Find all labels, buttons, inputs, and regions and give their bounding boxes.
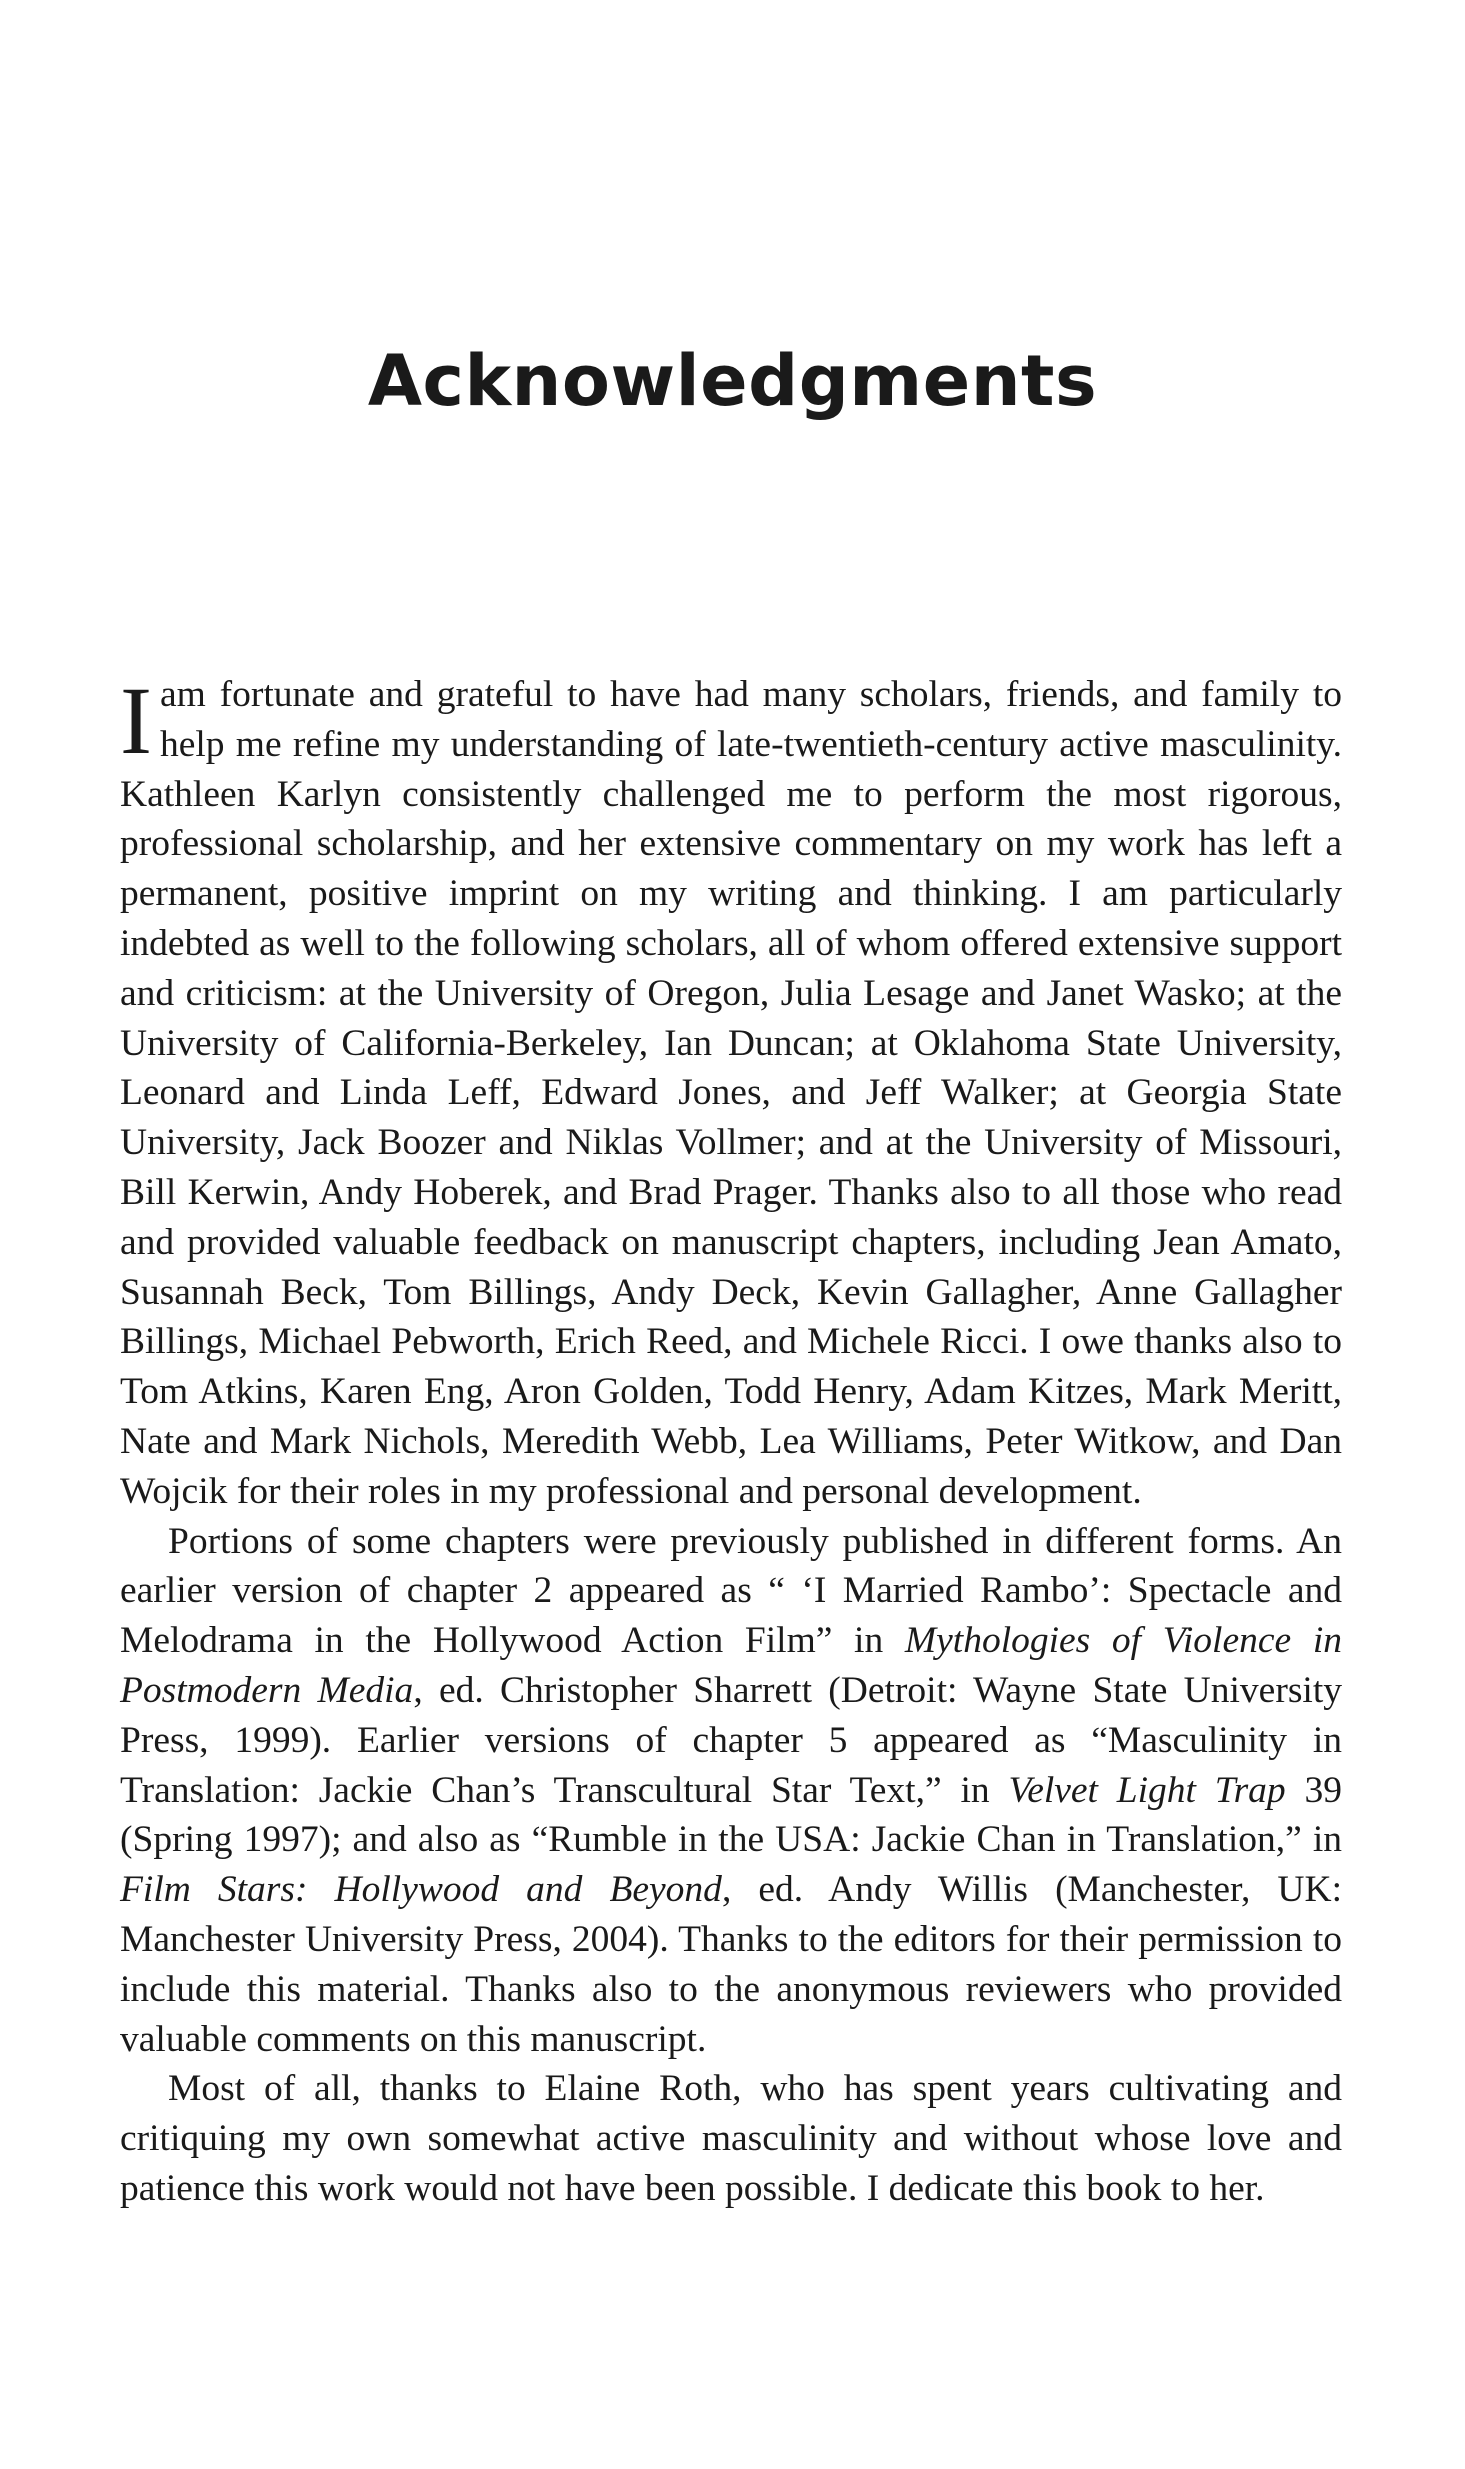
paragraph-2-italic-3: Film Stars: Hollywood and Beyond bbox=[120, 1869, 722, 1911]
paragraph-3 bbox=[120, 2064, 1342, 2213]
paragraph-2-text-2: , ed. Christopher Sharrett (Detroit: Wayne State University Press, 1999). Earlier versions of chapter 5 appeared as “Masculinity in Translation: Jackie Chan’s Transcultural Star Text,” in bbox=[120, 1669, 1342, 1811]
paragraph-2-italic-2: Velvet Light Trap bbox=[1008, 1769, 1286, 1811]
paragraph-1 bbox=[120, 667, 1342, 1517]
acknowledgments-body bbox=[120, 667, 1343, 2214]
drop-cap: I bbox=[120, 667, 152, 774]
paragraph-2-text-4: , ed. Andy Willis (Manchester, UK: Manchester University Press, 2004). Thanks to the editors for their permission to include this material. Thanks also to the anonymous reviewers who provided valuable comments on this manuscript. bbox=[120, 1869, 1342, 2060]
page-title: Acknowledgments bbox=[367, 340, 1098, 422]
paragraph-2-text-1: Portions of some chapters were previously published in different forms. An earlier version of chapter 2 appeared as “ ‘I Married Rambo’: Spectacle and Melodrama in the Hollywood Action Film” in bbox=[120, 1520, 1342, 1662]
paragraph-2 bbox=[120, 1517, 1342, 2065]
paragraph-3-text: Most of all, thanks to Elaine Roth, who has spent years cultivating and critiquing my own somewhat active masculinity and without whose love and patience this work would not have been possible. I dedicate this book to her. bbox=[120, 2068, 1342, 2209]
paragraph-2-italic-1: Mythologies of Violence in Postmodern Media bbox=[120, 1620, 1342, 1711]
paragraph-1-text: am fortunate and grateful to have had many scholars, friends, and family to help me refine my understanding of late-twentieth-century active masculinity. Kathleen Karlyn consistently challenged me to perform the most rigorous, professional scholarship, and her extensive commentary on my work has left a permanent, positive imprint on my writing and thinking. I am particularly indebted as well to the following scholars, all of whom offered extensive support and criticism: at the University of Oregon, Julia Lesage and Janet Wasko; at the University of California-Berkeley, Ian Duncan; at Oklahoma State University, Leonard and Linda Leff, Edward Jones, and Jeff Walker; at Georgia State University, Jack Boozer and Niklas Vollmer; and at the University of Missouri, Bill Kerwin, Andy Hoberek, and Brad Prager. Thanks also to all those who read and provided valuable feedback on manuscript chapters, including Jean Amato, Susannah Beck, Tom Billings, Andy Deck, Kevin Gallagher, Anne Gallagher Billings, Michael Pebworth, Erich Reed, and Michele Ricci. I owe thanks also to Tom Atkins, Karen Eng, Aron Golden, Todd Henry, Adam Kitzes, Mark Meritt, Nate and Mark Nichols, Meredith Webb, Lea Williams, Peter Witkow, and Dan Wojcik for their roles in my professional and personal development. bbox=[120, 674, 1342, 1512]
paragraph-2-text-3: 39 (Spring 1997); and also as “Rumble in the USA: Jackie Chan in Translation,” in bbox=[120, 1769, 1343, 1861]
